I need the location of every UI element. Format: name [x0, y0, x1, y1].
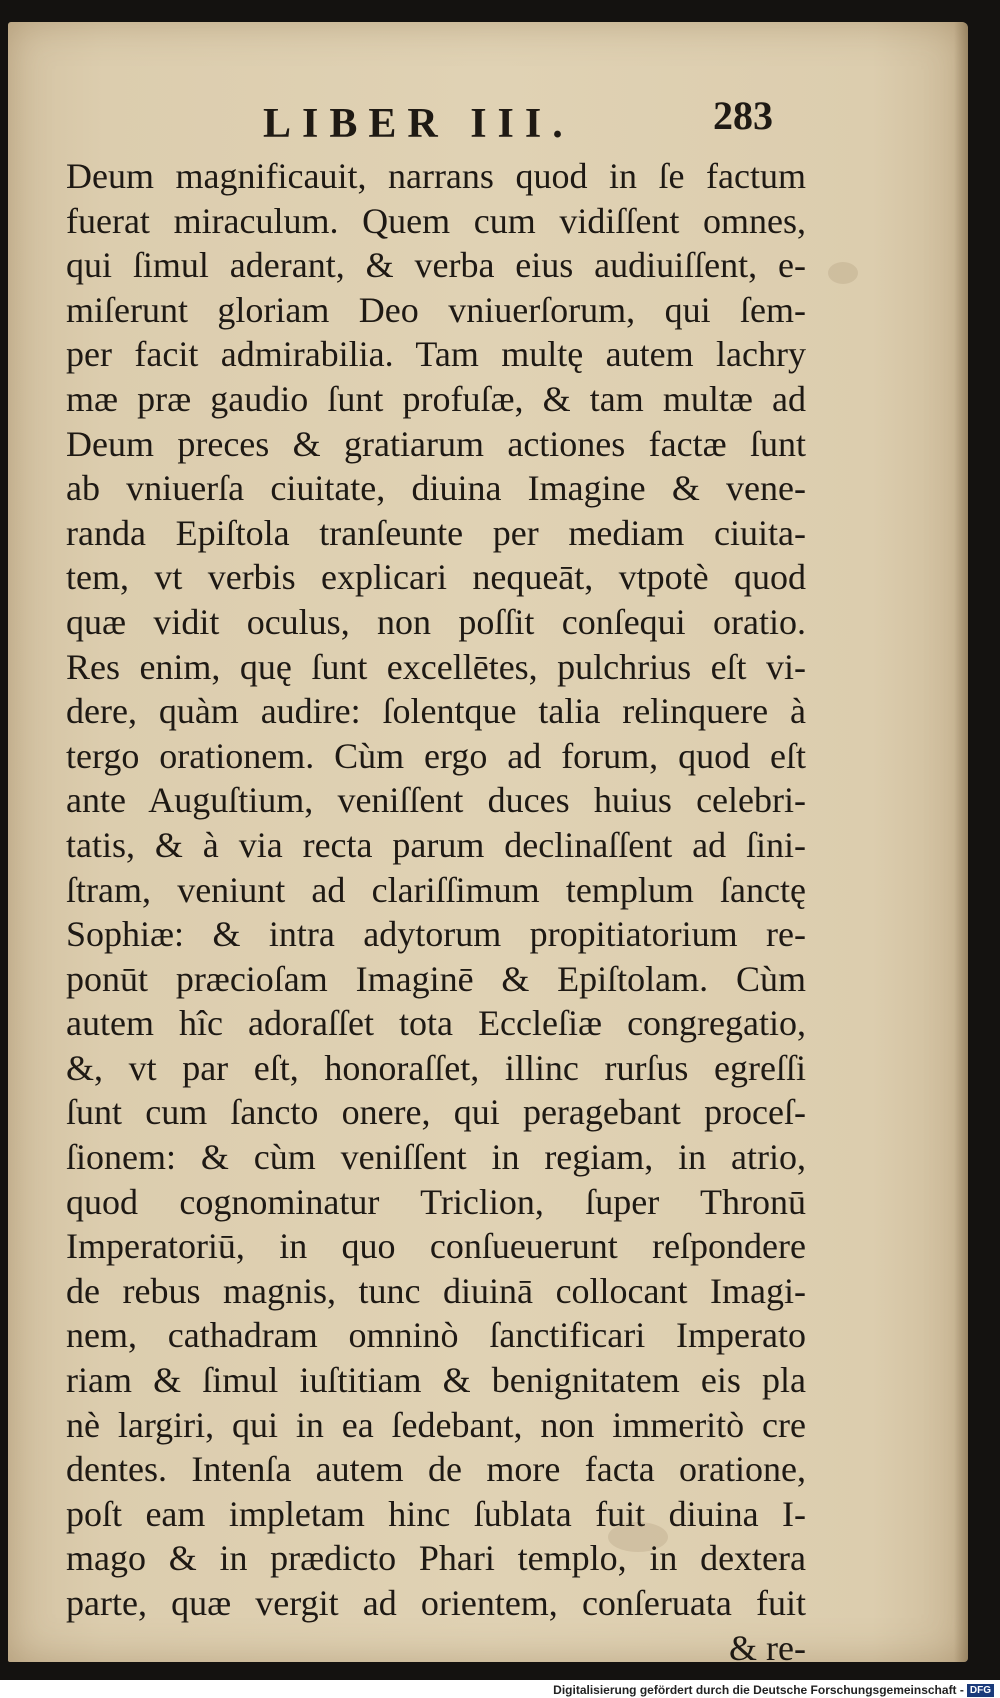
text-line: de rebus magnis, tunc diuinā collocant Imagi-: [66, 1270, 806, 1311]
text-line: quæ vidit oculus, non poſſit conſequi oratio.: [66, 601, 806, 642]
book-page: [8, 22, 968, 1662]
text-line: miſerunt gloriam Deo vniuerſorum, qui ſem-: [66, 289, 806, 330]
credit-text: Digitalisierung gefördert durch die Deutsche Forschungsgemeinschaft -: [553, 1683, 964, 1697]
text-line: poſt eam impletam hinc ſublata fuit diuina I-: [66, 1493, 806, 1534]
text-line: randa Epiſtola tranſeunte per mediam ciuita-: [66, 512, 806, 553]
text-line: Sophiæ: & intra adytorum propitiatorium re-: [66, 914, 806, 955]
text-line: dere, quàm audire: ſolentque talia relinquere à: [66, 691, 806, 732]
text-line: per facit admirabilia. Tam multę autem lachry: [66, 334, 806, 375]
text-line: nè largiri, qui in ea ſedebant, non immeritò cre: [66, 1404, 806, 1445]
running-title: LIBER III.: [263, 101, 574, 147]
text-line: ponūt præcioſam Imaginē & Epiſtolam. Cùm: [66, 958, 806, 999]
paper-stain: [828, 262, 858, 284]
text-line: tergo orationem. Cùm ergo ad forum, quod eſt: [66, 735, 806, 776]
text-line: tatis, & à via recta parum declinaſſent ad ſini-: [66, 824, 806, 865]
text-line: riam & ſimul iuſtitiam & benignitatem eis pla: [66, 1360, 806, 1401]
text-line: qui ſimul aderant, & verba eius audiuiſſent, e-: [66, 245, 806, 286]
text-line: mæ præ gaudio ſunt profuſæ, & tam multæ ad: [66, 378, 806, 419]
text-line: &, vt par eſt, honoraſſet, illinc rurſus egreſſi: [66, 1047, 806, 1088]
text-line: ante Auguſtium, veniſſent duces huius celebri-: [66, 780, 806, 821]
running-head: [8, 92, 968, 152]
text-line: fuerat miraculum. Quem cum vidiſſent omnes,: [66, 200, 806, 241]
text-line: ſunt cum ſancto onere, qui peragebant proceſ-: [66, 1092, 806, 1133]
text-line: parte, quæ vergit ad orientem, conſeruata fuit: [66, 1583, 806, 1623]
text-line: dentes. Intenſa autem de more facta oratione,: [66, 1449, 806, 1490]
page-edge-shadow: [954, 22, 968, 1662]
text-line: Imperatoriū, in quo conſueuerunt reſpondere: [66, 1226, 806, 1267]
text-line: ſtram, veniunt ad clariſſimum templum ſanctę: [66, 869, 806, 910]
text-line: ſionem: & cùm veniſſent in regiam, in atrio,: [66, 1137, 806, 1178]
text-line: quod cognominatur Triclion, ſuper Thronū: [66, 1181, 806, 1222]
text-line: Deum magnificauit, narrans quod in ſe factum: [66, 156, 806, 196]
text-line: nem, cathadram omninò ſanctificari Imperato: [66, 1315, 806, 1356]
body-text: [66, 154, 806, 1662]
dfg-logo: DFG: [967, 1684, 994, 1697]
text-line: & re-: [729, 1627, 806, 1662]
text-line: ab vniuerſa ciuitate, diuina Imagine & vene-: [66, 468, 806, 509]
text-line: autem hîc adoraſſet tota Eccleſiæ congregatio,: [66, 1003, 806, 1044]
text-line: Res enim, quę ſunt excellētes, pulchrius eſt vi-: [66, 646, 806, 687]
page-number: 283: [713, 93, 773, 138]
text-line: tem, vt verbis explicari nequeāt, vtpotè quod: [66, 557, 806, 598]
digitization-credit: [553, 1683, 994, 1697]
text-line: Deum preces & gratiarum actiones factæ ſunt: [66, 423, 806, 464]
text-line: mago & in prædicto Phari templo, in dextera: [66, 1538, 806, 1579]
